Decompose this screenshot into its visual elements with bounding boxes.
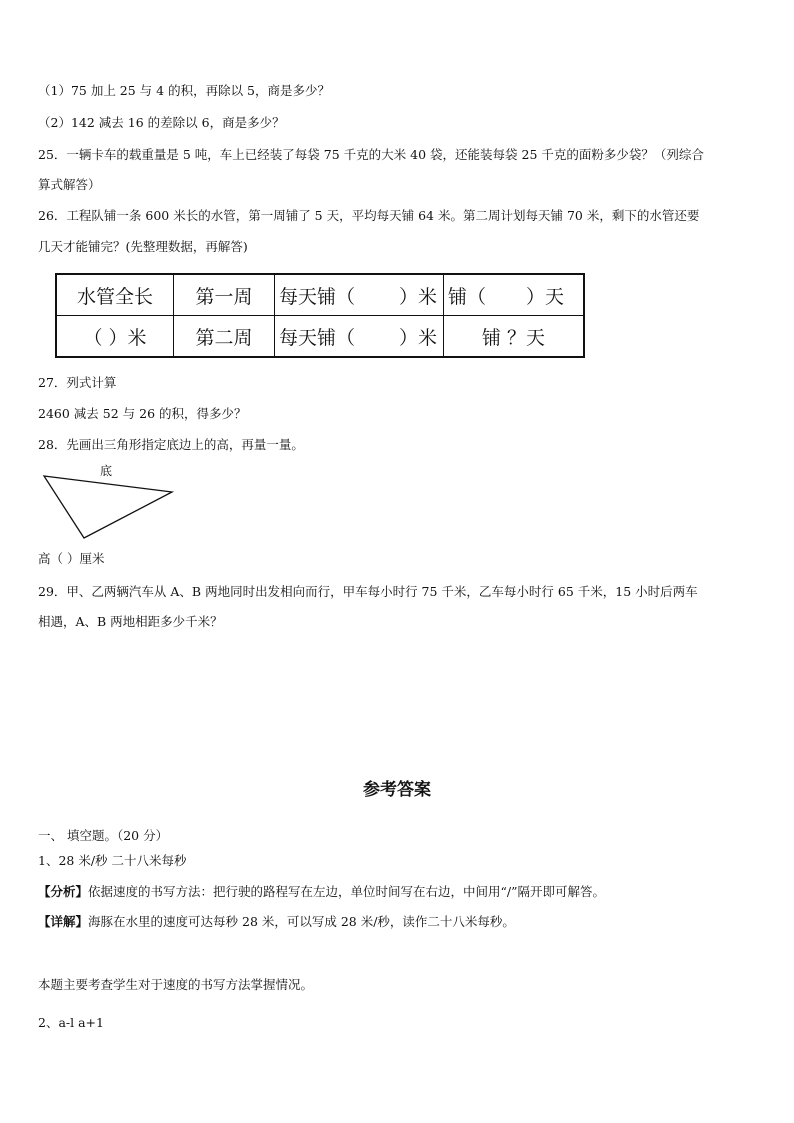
- week2-cell: [174, 316, 275, 358]
- length-label: 水管全长: [76, 285, 153, 308]
- detail-tag: 【详解】: [38, 914, 89, 929]
- answers-section1: 一、 填空题。（20 分）: [38, 828, 169, 843]
- daily-prefix: 每天铺（: [279, 285, 356, 308]
- q28-title: 28．先画出三角形指定底边上的高，再量一量。: [38, 437, 304, 452]
- answers-title: 参考答案: [363, 780, 431, 800]
- q24-part2: （2）142 减去 16 的差除以 6，商是多少？: [38, 115, 285, 130]
- q24-part1: （1）75 加上 25 与 4 的积，再除以 5，商是多少？: [38, 83, 331, 98]
- length-label-cell: [56, 274, 174, 316]
- analysis-tag: 【分析】: [38, 884, 89, 899]
- week2-daily-cell: [275, 316, 444, 358]
- days-prefix: 铺（: [448, 285, 487, 308]
- week1-days-cell: [444, 274, 585, 316]
- answer-1-analysis: [38, 884, 605, 900]
- q27-title: 27．列式计算: [38, 375, 117, 390]
- q26-text-line2: 几天才能铺完？(先整理数据，再解答): [38, 239, 248, 254]
- q26-text-line1: 26．工程队铺一条 600 米长的水管，第一周铺了 5 天，平均每天铺 64 米。第二周计划每天铺 70 米，剩下的水管还要: [38, 208, 700, 223]
- length-blank[interactable]: （ ）米: [83, 326, 147, 349]
- week1-label: 第一周: [195, 285, 253, 308]
- answer-2: 2、a-l a+1: [38, 1015, 104, 1030]
- days-suffix: ）天: [526, 285, 565, 308]
- q29-text-line2: 相遇，A、B 两地相距多少千米？: [38, 614, 223, 629]
- daily-suffix: ）米: [399, 285, 438, 308]
- daily-prefix: 每天铺（: [279, 326, 356, 349]
- triangle-base-label: 底: [100, 464, 113, 478]
- answer-1-detail: [38, 914, 515, 930]
- days-unknown: 铺 ？天: [481, 326, 546, 349]
- answer-1: 1、28 米/秒 二十八米每秒: [38, 853, 187, 868]
- analysis-text: 依据速度的书写方法：把行驶的路程写在左边，单位时间写在右边，中间用“/”隔开即可解答。: [88, 884, 606, 899]
- week1-daily-cell: [275, 274, 444, 316]
- q27-body: 2460 减去 52 与 26 的积，得多少？: [38, 406, 247, 421]
- daily-suffix: ）米: [399, 326, 438, 349]
- q29-text-line1: 29．甲、乙两辆汽车从 A、B 两地同时出发相向而行，甲车每小时行 75 千米，乙车每小时行 65 千米，15 小时后两车: [38, 584, 698, 599]
- detail-text: 海豚在水里的速度可达每秒 28 米，可以写成 28 米/秒，读作二十八米每秒。: [88, 914, 515, 929]
- triangle-shape: [44, 476, 172, 538]
- length-blank-cell[interactable]: [56, 316, 174, 358]
- answer-1-note: 本题主要考查学生对于速度的书写方法掌握情况。: [38, 977, 314, 992]
- q25-text-line2: 算式解答）: [38, 177, 101, 192]
- week2-label: 第二周: [195, 326, 253, 349]
- week2-days-cell: [444, 316, 585, 358]
- q28-height-answer: 高（ ）厘米: [38, 551, 105, 566]
- q25-text-line1: 25．一辆卡车的载重量是 5 吨，车上已经装了每袋 75 千克的大米 40 袋，还能装每袋 25 千克的面粉多少袋？（列综合: [38, 147, 704, 162]
- week1-cell: [174, 274, 275, 316]
- data-table: [55, 273, 585, 358]
